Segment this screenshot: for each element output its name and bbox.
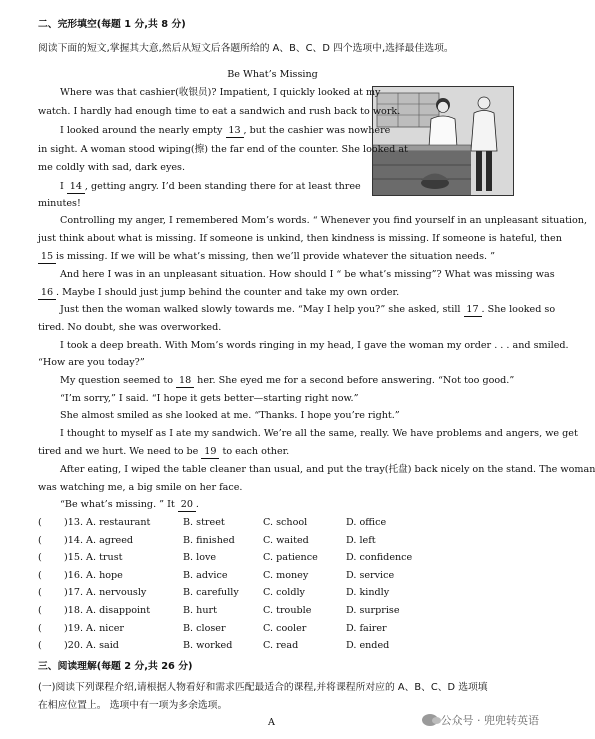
option-row bbox=[38, 586, 498, 599]
option-d: D. left bbox=[346, 534, 376, 546]
answer-paren[interactable]: ( bbox=[38, 640, 42, 652]
options-list bbox=[38, 516, 508, 656]
passage-line: My question seemed to 18 her. She eyed me for a second before answering. “Not too good.” bbox=[60, 375, 515, 386]
option-num: )14. A. agreed bbox=[64, 534, 134, 546]
blank-18[interactable]: 18 bbox=[176, 374, 194, 388]
option-d: D. kindly bbox=[346, 587, 390, 599]
blank-16[interactable]: 16 bbox=[38, 286, 56, 300]
option-d: D. service bbox=[346, 569, 395, 581]
answer-paren[interactable]: ( bbox=[38, 552, 42, 564]
option-c: C. waited bbox=[263, 534, 309, 546]
option-b: B. closer bbox=[183, 622, 226, 634]
blank-17[interactable]: 17 bbox=[464, 303, 482, 317]
blank-14[interactable]: 14 bbox=[67, 180, 85, 194]
option-b: B. finished bbox=[183, 534, 235, 546]
watermark: 公众号 · 兜兜转英语 bbox=[422, 712, 540, 728]
answer-paren[interactable]: ( bbox=[38, 587, 42, 599]
passage-title: Be What’s Missing bbox=[227, 69, 318, 80]
passage-line: “Be what’s missing. ” It 20 . bbox=[60, 499, 199, 510]
section3-instruction: (一)阅读下列课程介绍,请根据人物看好和需求匹配最适合的课程,并将课程所对应的 A、B、C、D 选项填 bbox=[38, 682, 488, 693]
passage-line: me coldly with sad, dark eyes. bbox=[38, 162, 186, 173]
passage-line: just think about what is missing. If someone is unkind, then kindness is missing. If someone is hateful, then bbox=[38, 233, 562, 244]
passage-line: in sight. A woman stood wiping(擦) the far end of the counter. She looked at bbox=[38, 144, 408, 155]
passage-line: 15 is missing. If we will be what’s missing, then we’ll provide whatever the situation needs. ” bbox=[38, 250, 495, 264]
passage-line: I looked around the nearly empty 13 , but the cashier was nowhere bbox=[60, 125, 391, 136]
option-row bbox=[38, 551, 498, 564]
section3-title: 三、阅读理解(每题 2 分,共 26 分) bbox=[38, 661, 193, 672]
option-d: D. surprise bbox=[346, 605, 400, 616]
option-num: )19. A. nicer bbox=[64, 622, 124, 634]
option-b: B. hurt bbox=[183, 605, 217, 616]
option-c: C. school bbox=[263, 517, 308, 528]
passage-line: Controlling my anger, I remembered Mom’s words. “ Whenever you find yourself in an unpleasant situation, bbox=[60, 215, 587, 226]
option-c: C. coldly bbox=[263, 587, 305, 599]
passage-line: Just then the woman walked slowly towards me. “May I help you?” she asked, still 17 . She looked so bbox=[60, 304, 556, 315]
option-b: B. worked bbox=[183, 640, 233, 652]
blank-13[interactable]: 13 bbox=[226, 124, 244, 138]
passage-line: watch. I hardly had enough time to eat a sandwich and rush back to work. bbox=[38, 106, 401, 117]
passage-line: was watching me, a big smile on her face. bbox=[38, 482, 243, 493]
option-b: B. advice bbox=[183, 569, 228, 581]
answer-paren[interactable]: ( bbox=[38, 569, 42, 581]
passage-line: She almost smiled as she looked at me. “Thanks. I hope you’re right.” bbox=[60, 410, 400, 421]
answer-paren[interactable]: ( bbox=[38, 534, 42, 546]
option-b: B. street bbox=[183, 517, 225, 528]
passage-line: And here I was in an unpleasant situation. How should I “ be what’s missing”? What was missing was bbox=[60, 269, 555, 280]
option-row bbox=[38, 622, 498, 635]
option-num: )16. A. hope bbox=[64, 569, 123, 581]
option-row bbox=[38, 569, 498, 582]
cashier-counter-illustration bbox=[372, 86, 514, 196]
option-row bbox=[38, 534, 498, 547]
option-b: B. carefully bbox=[183, 587, 239, 599]
passage-line: tired and we hurt. We need to be 19 to each other. bbox=[38, 446, 290, 457]
passage-line: After eating, I wiped the table cleaner than usual, and put the tray(托盘) back nicely on the stand. The woman bbox=[60, 464, 595, 475]
passage-line: minutes! bbox=[38, 198, 81, 209]
option-c: C. money bbox=[263, 569, 309, 581]
passage-line: I 14 , getting angry. I’d been standing there for at least three bbox=[60, 181, 361, 192]
option-num: )18. A. disappoint bbox=[64, 605, 151, 616]
passage-line: 16 . Maybe I should just jump behind the counter and take my own order. bbox=[38, 286, 399, 300]
passage-line: I thought to myself as I ate my sandwich. We’re all the same, really. We have problems and angers, we get bbox=[60, 428, 578, 439]
option-c: C. read bbox=[263, 640, 299, 652]
option-num: )20. A. said bbox=[64, 640, 119, 652]
option-b: B. love bbox=[183, 552, 217, 564]
option-num: )13. A. restaurant bbox=[64, 517, 151, 528]
answer-paren[interactable]: ( bbox=[38, 517, 42, 528]
option-d: D. office bbox=[346, 517, 387, 528]
option-c: C. cooler bbox=[263, 622, 307, 634]
passage-line: tired. No doubt, she was overworked. bbox=[38, 322, 222, 333]
passage-line: “I’m sorry,” I said. “I hope it gets better—starting right now.” bbox=[60, 393, 359, 404]
passage-line: “How are you today?” bbox=[38, 357, 145, 368]
answer-paren[interactable]: ( bbox=[38, 605, 42, 616]
option-num: )17. A. nervously bbox=[64, 587, 147, 599]
option-row bbox=[38, 516, 498, 529]
section2-title: 二、完形填空(每题 1 分,共 8 分) bbox=[38, 19, 186, 30]
option-d: D. ended bbox=[346, 640, 390, 652]
option-num: )15. A. trust bbox=[64, 552, 123, 564]
answer-paren[interactable]: ( bbox=[38, 622, 42, 634]
wechat-icon bbox=[422, 714, 438, 726]
option-row bbox=[38, 604, 498, 617]
option-c: C. patience bbox=[263, 552, 318, 564]
section2-instruction: 阅读下面的短文,掌握其大意,然后从短文后各题所给的 A、B、C、D 四个选项中,选择最佳选项。 bbox=[38, 43, 454, 54]
blank-19[interactable]: 19 bbox=[201, 445, 219, 459]
passage-line: I took a deep breath. With Mom’s words ringing in my head, I gave the woman my order . . . and smiled. bbox=[60, 340, 569, 351]
option-c: C. trouble bbox=[263, 605, 312, 616]
section3-instruction-cont: 在相应位置上。 选项中有一项为多余选项。 bbox=[38, 700, 228, 711]
option-d: D. fairer bbox=[346, 622, 387, 634]
blank-15[interactable]: 15 bbox=[38, 250, 56, 264]
option-row bbox=[38, 639, 498, 652]
option-d: D. confidence bbox=[346, 552, 413, 564]
page-letter: A bbox=[268, 717, 275, 728]
blank-20[interactable]: 20 bbox=[178, 498, 196, 512]
passage-line: Where was that cashier(收银员)? Impatient, I quickly looked at my bbox=[60, 87, 381, 98]
